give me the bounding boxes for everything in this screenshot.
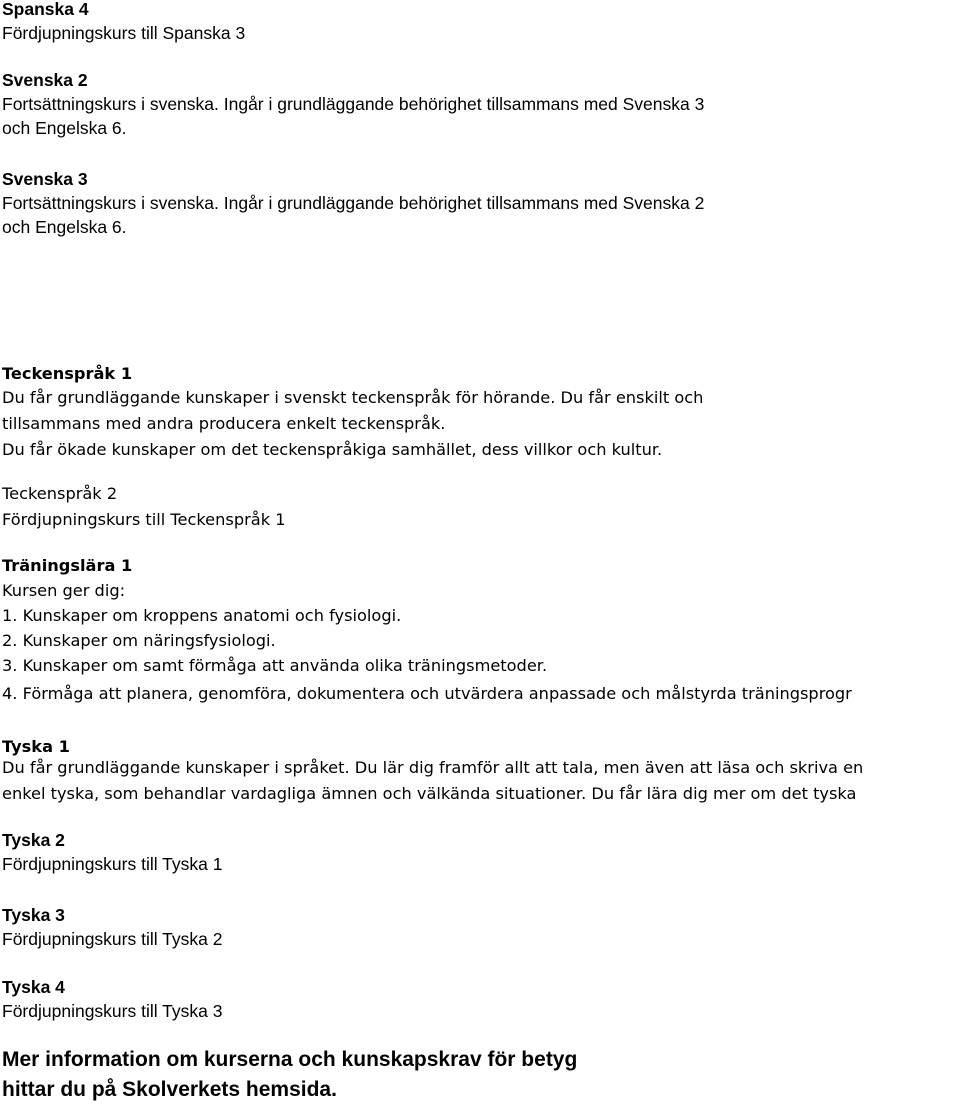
- list-item: 4. Förmåga att planera, genomföra, dokumentera och utvärdera anpassade och målstyrda träningsprogr: [2, 684, 852, 703]
- course-description: Fördjupningskurs till Teckenspråk 1: [2, 510, 286, 529]
- footer-text: hittar du på: [2, 1078, 123, 1101]
- course-description: Du får grundläggande kunskaper i svenskt teckenspråk för hörande. Du får enskilt och: [2, 388, 704, 407]
- footer-info: Mer information om kurserna och kunskapskrav för betyg: [2, 1048, 578, 1071]
- list-item: 3. Kunskaper om samt förmåga att använda olika träningsmetoder.: [2, 656, 548, 675]
- course-description: Kursen ger dig:: [2, 581, 126, 600]
- course-description: Du får grundläggande kunskaper i språket. Du lär dig framför allt att tala, men även att läsa och skriva en: [2, 758, 864, 777]
- course-title: Teckenspråk 1: [2, 364, 133, 383]
- course-description: och Engelska 6.: [2, 118, 127, 138]
- course-title: Teckenspråk 2: [2, 484, 118, 503]
- course-description: och Engelska 6.: [2, 217, 127, 237]
- course-description: Fortsättningskurs i svenska. Ingår i grundläggande behörighet tillsammans med Svenska 3: [2, 94, 705, 114]
- course-description: Fördjupningskurs till Tyska 2: [2, 929, 223, 949]
- course-title: Tyska 3: [2, 905, 65, 925]
- skolverket-link[interactable]: Skolverkets hemsida.: [122, 1078, 337, 1101]
- course-description: Fördjupningskurs till Tyska 1: [2, 854, 223, 874]
- course-title: Svenska 3: [2, 169, 88, 189]
- course-description: Fördjupningskurs till Spanska 3: [2, 23, 246, 43]
- list-item: 2. Kunskaper om näringsfysiologi.: [2, 631, 276, 650]
- list-item: 1. Kunskaper om kroppens anatomi och fysiologi.: [2, 606, 402, 625]
- course-title: Svenska 2: [2, 70, 88, 90]
- course-description: Du får ökade kunskaper om det teckenspråkiga samhället, dess villkor och kultur.: [2, 440, 663, 459]
- course-title: Tyska 2: [2, 830, 65, 850]
- course-title: Träningslära 1: [2, 556, 133, 575]
- course-title: Spanska 4: [2, 0, 89, 19]
- footer-link-line: [2, 1075, 337, 1105]
- course-title: Tyska 1: [2, 737, 70, 756]
- course-description: Fortsättningskurs i svenska. Ingår i grundläggande behörighet tillsammans med Svenska 2: [2, 193, 705, 213]
- course-title: Tyska 4: [2, 977, 65, 997]
- course-description: tillsammans med andra producera enkelt teckenspråk.: [2, 414, 446, 433]
- course-description: Fördjupningskurs till Tyska 3: [2, 1001, 223, 1021]
- course-description: enkel tyska, som behandlar vardagliga ämnen och välkända situationer. Du får lära dig mer om det tyska: [2, 784, 857, 803]
